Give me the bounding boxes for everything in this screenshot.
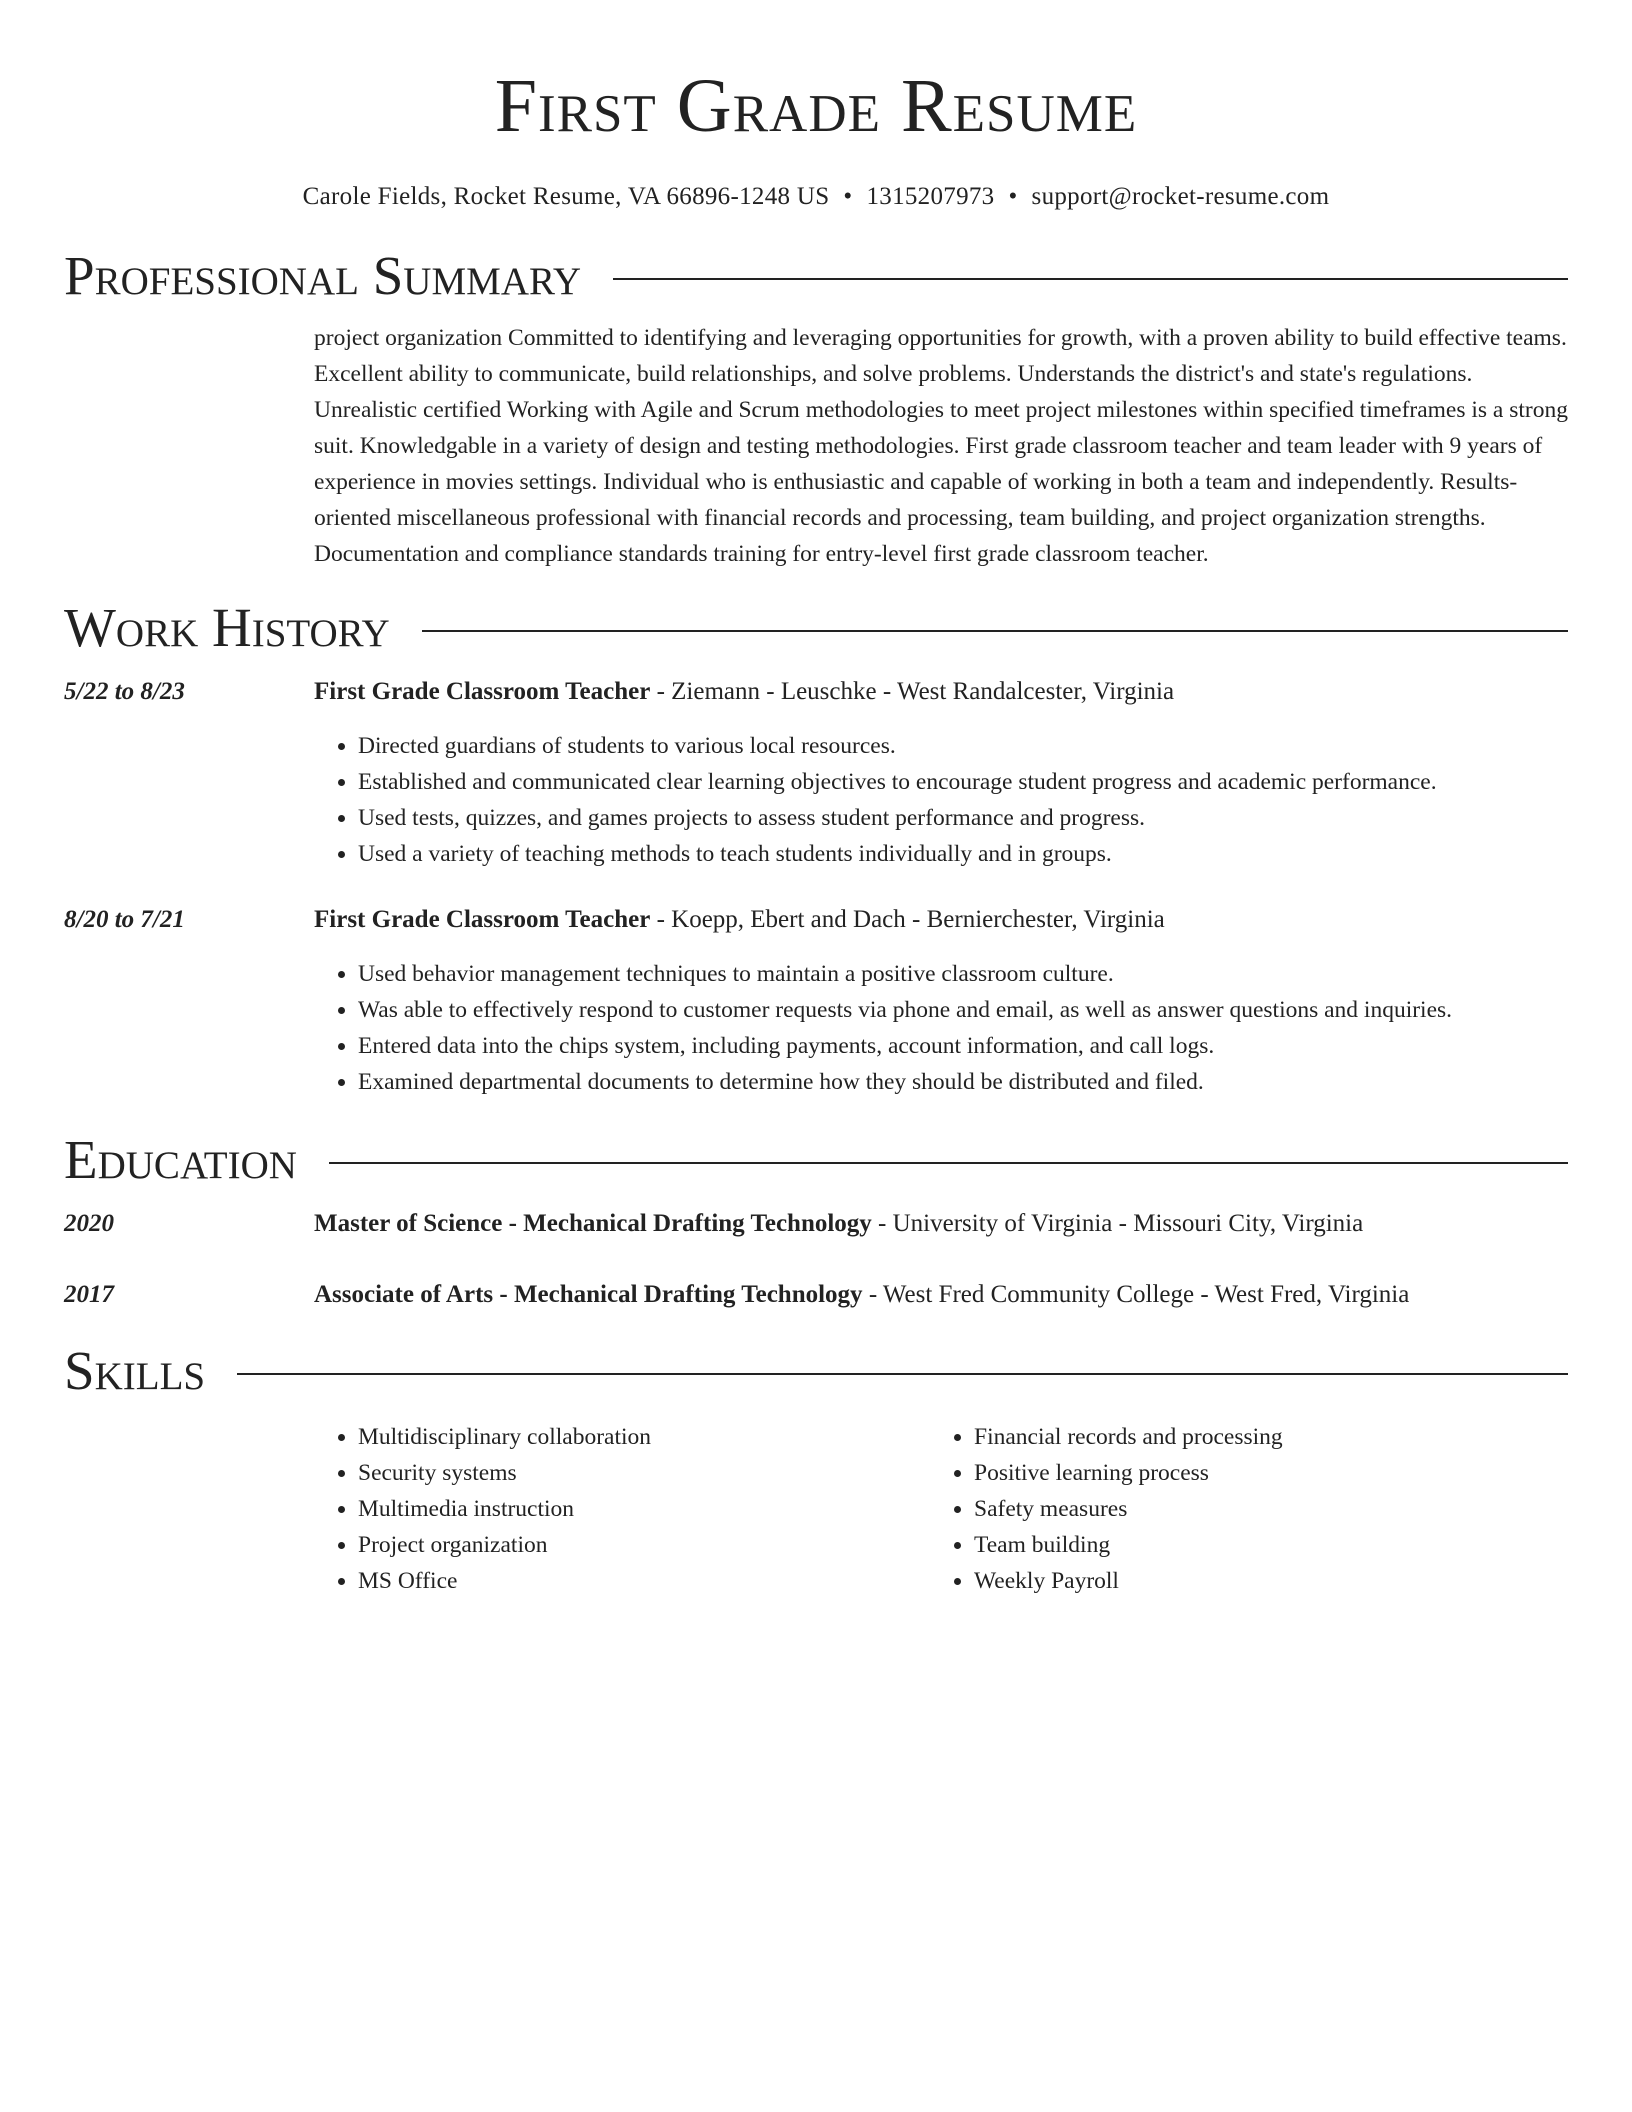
education-details (314, 1206, 1568, 1242)
section-title: Work History (64, 597, 390, 658)
job-title: First Grade Classroom Teacher (314, 906, 651, 933)
school-location: - West Fred Community College - West Fred, Virginia (862, 1281, 1410, 1308)
skills-column-right (930, 1419, 1546, 1599)
professional-summary-section (64, 244, 1568, 572)
school-location: - University of Virginia - Missouri City, Virginia (871, 1210, 1364, 1237)
list-item: • Established and communicated clear learning objectives to encourage student progress and academic performance. (358, 764, 1568, 800)
list-item: • Used behavior management techniques to maintain a positive classroom culture. (358, 956, 1568, 992)
section-heading (64, 244, 1568, 308)
skill-item: • Multidisciplinary collaboration (358, 1419, 930, 1455)
job-dates: 5/22 to 8/23 (64, 678, 185, 705)
degree-title: Associate of Arts - Mechanical Drafting Technology (314, 1281, 863, 1308)
section-divider (422, 630, 1568, 632)
list-item: • Used tests, quizzes, and games projects to assess student performance and progress. (358, 800, 1568, 836)
skill-item: • Multimedia instruction (358, 1491, 930, 1527)
job-employer-location: - Koepp, Ebert and Dach - Bernierchester, Virginia (650, 906, 1165, 933)
job-dates: 8/20 to 7/21 (64, 906, 185, 933)
section-title: Education (64, 1129, 297, 1190)
resume-title: First Grade Resume (494, 64, 1138, 148)
section-title: Professional Summary (64, 245, 582, 306)
skill-item: • Positive learning process (974, 1455, 1546, 1491)
skills-list (314, 1419, 1568, 1599)
section-divider (237, 1373, 1568, 1375)
section-heading (64, 596, 1568, 660)
skill-item: • Financial records and processing (974, 1419, 1546, 1455)
job-title: First Grade Classroom Teacher (314, 678, 651, 705)
job-details (314, 902, 1568, 1100)
degree-title: Master of Science - Mechanical Drafting Technology (314, 1210, 872, 1237)
job-entry (64, 902, 1568, 1100)
contact-phone: 1315207973 (866, 183, 995, 210)
skill-item: • MS Office (358, 1563, 930, 1599)
contact-address: Carole Fields, Rocket Resume, VA 66896-1248 US (302, 183, 830, 210)
job-employer-location: - Ziemann - Leuschke - West Randalcester, Virginia (650, 678, 1175, 705)
list-item: • Used a variety of teaching methods to teach students individually and in groups. (358, 836, 1568, 872)
section-heading (64, 1128, 1568, 1192)
education-entry (64, 1277, 1568, 1313)
education-year: 2020 (64, 1210, 114, 1237)
contact-separator: • (1008, 183, 1018, 210)
skill-item: • Safety measures (974, 1491, 1546, 1527)
section-divider (329, 1162, 1568, 1164)
section-divider (613, 278, 1568, 280)
skill-item: • Weekly Payroll (974, 1563, 1546, 1599)
list-item: • Examined departmental documents to determine how they should be distributed and filed. (358, 1064, 1568, 1100)
summary-text: project organization Committed to identifying and leveraging opportunities for growth, with a proven ability to build effective teams. Excellent ability to communicate, build relationships, and solve problems. Understands the district's and state's regulations. Unrealistic certified Working with Agile and Scrum methodologies to meet project milestones within specified timeframes is a strong suit. Knowledgable in a variety of design and testing methodologies. First grade classroom teacher and team leader with 9 years of experience in movies settings. Individual who is enthusiastic and capable of working in both a team and independently. Results-oriented miscellaneous professional with financial records and processing, team building, and project organization strengths. Documentation and compliance standards training for entry-level first grade classroom teacher. (314, 325, 1568, 567)
list-item: • Was able to effectively respond to customer requests via phone and email, as well as answer questions and inquiries. (358, 992, 1568, 1028)
education-details (314, 1277, 1568, 1313)
skill-item: • Security systems (358, 1455, 930, 1491)
skill-item: • Team building (974, 1527, 1546, 1563)
job-details (314, 674, 1568, 872)
job-bullet-list (314, 728, 1568, 872)
job-bullet-list (314, 956, 1568, 1100)
contact-line (64, 180, 1568, 214)
list-item: • Directed guardians of students to various local resources. (358, 728, 1568, 764)
education-section (64, 1128, 1568, 1313)
contact-separator: • (843, 183, 853, 210)
contact-email: support@rocket-resume.com (1031, 183, 1330, 210)
skills-column-left (314, 1419, 930, 1599)
list-item: • Entered data into the chips system, including payments, account information, and call logs. (358, 1028, 1568, 1064)
work-history-section (64, 596, 1568, 1100)
skills-section (64, 1339, 1568, 1599)
skill-item: • Project organization (358, 1527, 930, 1563)
education-entry (64, 1206, 1568, 1242)
section-heading (64, 1339, 1568, 1403)
section-title: Skills (64, 1340, 206, 1401)
education-year: 2017 (64, 1281, 114, 1308)
job-entry (64, 674, 1568, 872)
